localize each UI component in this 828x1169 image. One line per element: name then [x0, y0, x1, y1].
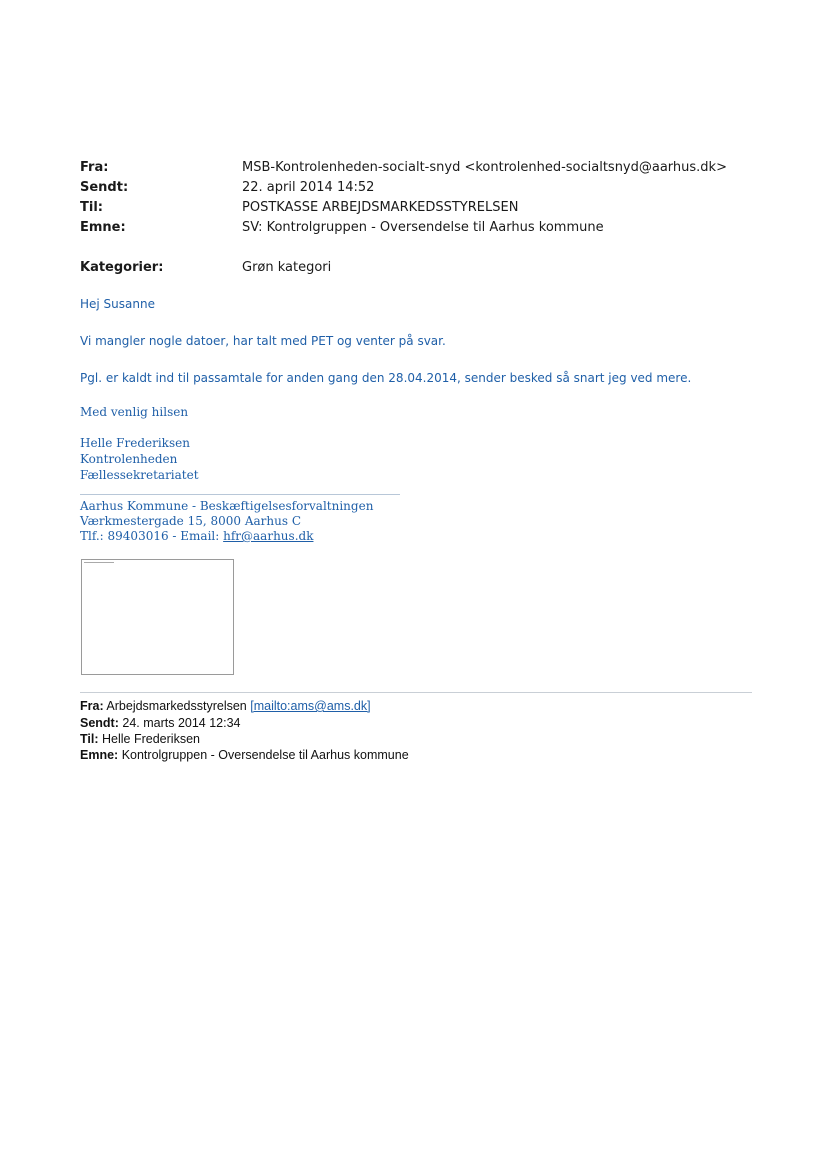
body-line-1: Vi mangler nogle datoer, har talt med PET og venter på svar.: [80, 334, 446, 348]
categories-value: Grøn kategori: [242, 260, 332, 275]
forwarded-subject: [80, 748, 409, 762]
logo-placeholder-mark: [84, 562, 114, 563]
sent-value: 22. april 2014 14:52: [242, 180, 375, 195]
forwarded-mailto-link[interactable]: [mailto:ams@ams.dk]: [250, 699, 371, 713]
forwarded-divider: [80, 692, 752, 693]
signature-phone: Tlf.: 89403016 - Email:: [80, 529, 224, 543]
signature-org: Aarhus Kommune - Beskæftigelsesforvaltningen: [80, 499, 374, 513]
subject-value: SV: Kontrolgruppen - Oversendelse til Aarhus kommune: [242, 220, 604, 235]
forwarded-sent-label: Sendt:: [80, 716, 119, 730]
to-label: Til:: [80, 200, 103, 215]
forwarded-to-value: Helle Frederiksen: [102, 732, 200, 746]
forwarded-to-label: Til:: [80, 732, 99, 746]
sent-label: Sendt:: [80, 180, 129, 195]
forwarded-sent-value: 24. marts 2014 12:34: [122, 716, 241, 730]
greeting: Hej Susanne: [80, 297, 155, 311]
signature-address: Værkmestergade 15, 8000 Aarhus C: [80, 514, 302, 528]
body-line-2: Pgl. er kaldt ind til passamtale for anden gang den 28.04.2014, sender besked så snart jeg ved mere.: [80, 371, 692, 385]
signature-email-link[interactable]: hfr@aarhus.dk: [223, 529, 314, 543]
from-label: Fra:: [80, 160, 109, 175]
forwarded-from: [80, 699, 371, 713]
signature-unit: Kontrolenheden: [80, 452, 178, 466]
subject-label: Emne:: [80, 220, 126, 235]
categories-label: Kategorier:: [80, 260, 164, 275]
signature-logo-placeholder: [81, 559, 234, 675]
from-value: MSB-Kontrolenheden-socialt-snyd <kontrolenhed-socialtsnyd@aarhus.dk>: [242, 160, 727, 175]
signature-closing: Med venlig hilsen: [80, 405, 189, 419]
forwarded-subject-value: Kontrolgruppen - Oversendelse til Aarhus kommune: [121, 748, 409, 762]
to-value: POSTKASSE ARBEJDSMARKEDSSTYRELSEN: [242, 200, 519, 215]
signature-department: Fællessekretariatet: [80, 468, 199, 482]
forwarded-from-value: Arbejdsmarkedsstyrelsen: [106, 699, 251, 713]
forwarded-sent: [80, 716, 241, 730]
forwarded-to: [80, 732, 200, 746]
signature-name: Helle Frederiksen: [80, 436, 190, 450]
forwarded-subject-label: Emne:: [80, 748, 119, 762]
forwarded-from-label: Fra:: [80, 699, 104, 713]
signature-divider: [80, 494, 400, 495]
signature-contact: [80, 528, 313, 544]
